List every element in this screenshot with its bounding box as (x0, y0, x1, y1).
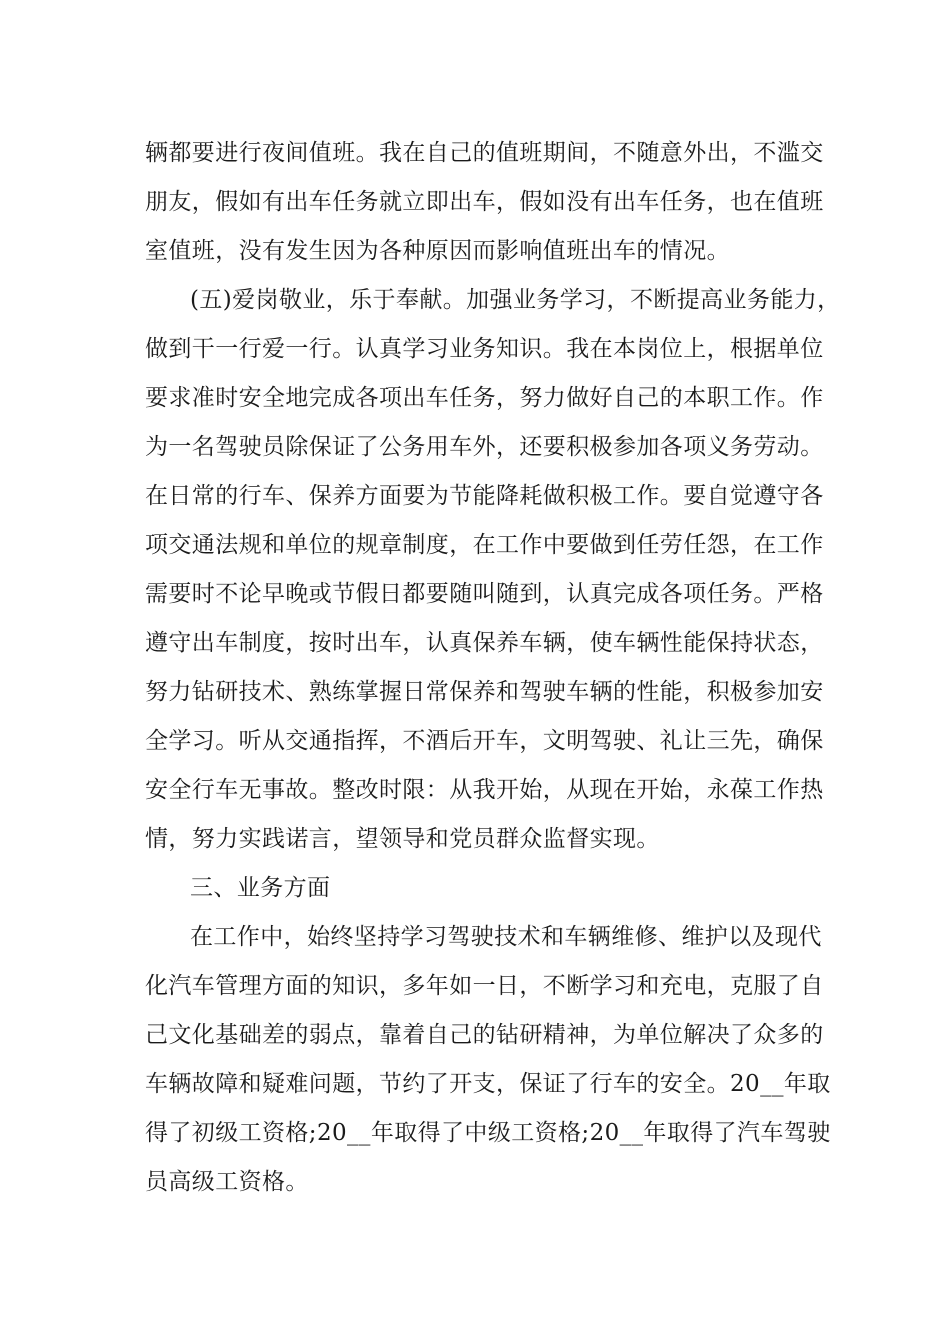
paragraph-line: 项交通法规和单位的规章制度，在工作中要做到任劳任怨，在工作 (145, 532, 824, 558)
paragraph-line: 室值班，没有发生因为各种原因而影响值班出车的情况。 (145, 238, 730, 264)
paragraph-line: 安全行车无事故。整改时限：从我开始，从现在开始，永葆工作热 (145, 777, 824, 803)
paragraph-line: 在工作中，始终坚持学习驾驶技术和车辆维修、维护以及现代 (190, 924, 822, 950)
paragraph-line: 努力钻研技术、熟练掌握日常保养和驾驶车辆的性能，积极参加安 (145, 679, 824, 705)
paragraph-line: 要求准时安全地完成各项出车任务，努力做好自己的本职工作。作 (145, 385, 824, 411)
paragraph-line: 辆都要进行夜间值班。我在自己的值班期间，不随意外出，不滥交 (145, 140, 824, 166)
paragraph-line: 员高级工资格。 (145, 1169, 309, 1195)
paragraph-line: 化汽车管理方面的知识，多年如一日，不断学习和充电，克服了自 (145, 973, 824, 999)
paragraph-line: 得了初级工资格;20__年取得了中级工资格;20__年取得了汽车驾驶 (145, 1120, 831, 1146)
paragraph-line: 遵守出车制度，按时出车，认真保养车辆，使车辆性能保持状态， (145, 630, 824, 656)
paragraph-line: 朋友，假如有出车任务就立即出车，假如没有出车任务，也在值班 (145, 189, 824, 215)
paragraph-line: 在日常的行车、保养方面要为节能降耗做积极工作。要自觉遵守各 (145, 483, 824, 509)
paragraph-line: 全学习。听从交通指挥，不酒后开车，文明驾驶、礼让三先，确保 (145, 728, 824, 754)
paragraph-line: (五)爱岗敬业，乐于奉献。加强业务学习，不断提高业务能力， (190, 287, 841, 313)
paragraph-line: 己文化基础差的弱点，靠着自己的钻研精神，为单位解决了众多的 (145, 1022, 824, 1048)
paragraph-line: 情，努力实践诺言，望领导和党员群众监督实现。 (145, 826, 660, 852)
paragraph-line: 车辆故障和疑难问题，节约了开支，保证了行车的安全。20__年取 (145, 1071, 831, 1097)
paragraph-line: 需要时不论早晚或节假日都要随叫随到，认真完成各项任务。严格 (145, 581, 824, 607)
section-heading: 三、业务方面 (190, 875, 331, 901)
paragraph-line: 为一名驾驶员除保证了公务用车外，还要积极参加各项义务劳动。 (145, 434, 824, 460)
paragraph-line: 做到干一行爱一行。认真学习业务知识。我在本岗位上，根据单位 (145, 336, 824, 362)
